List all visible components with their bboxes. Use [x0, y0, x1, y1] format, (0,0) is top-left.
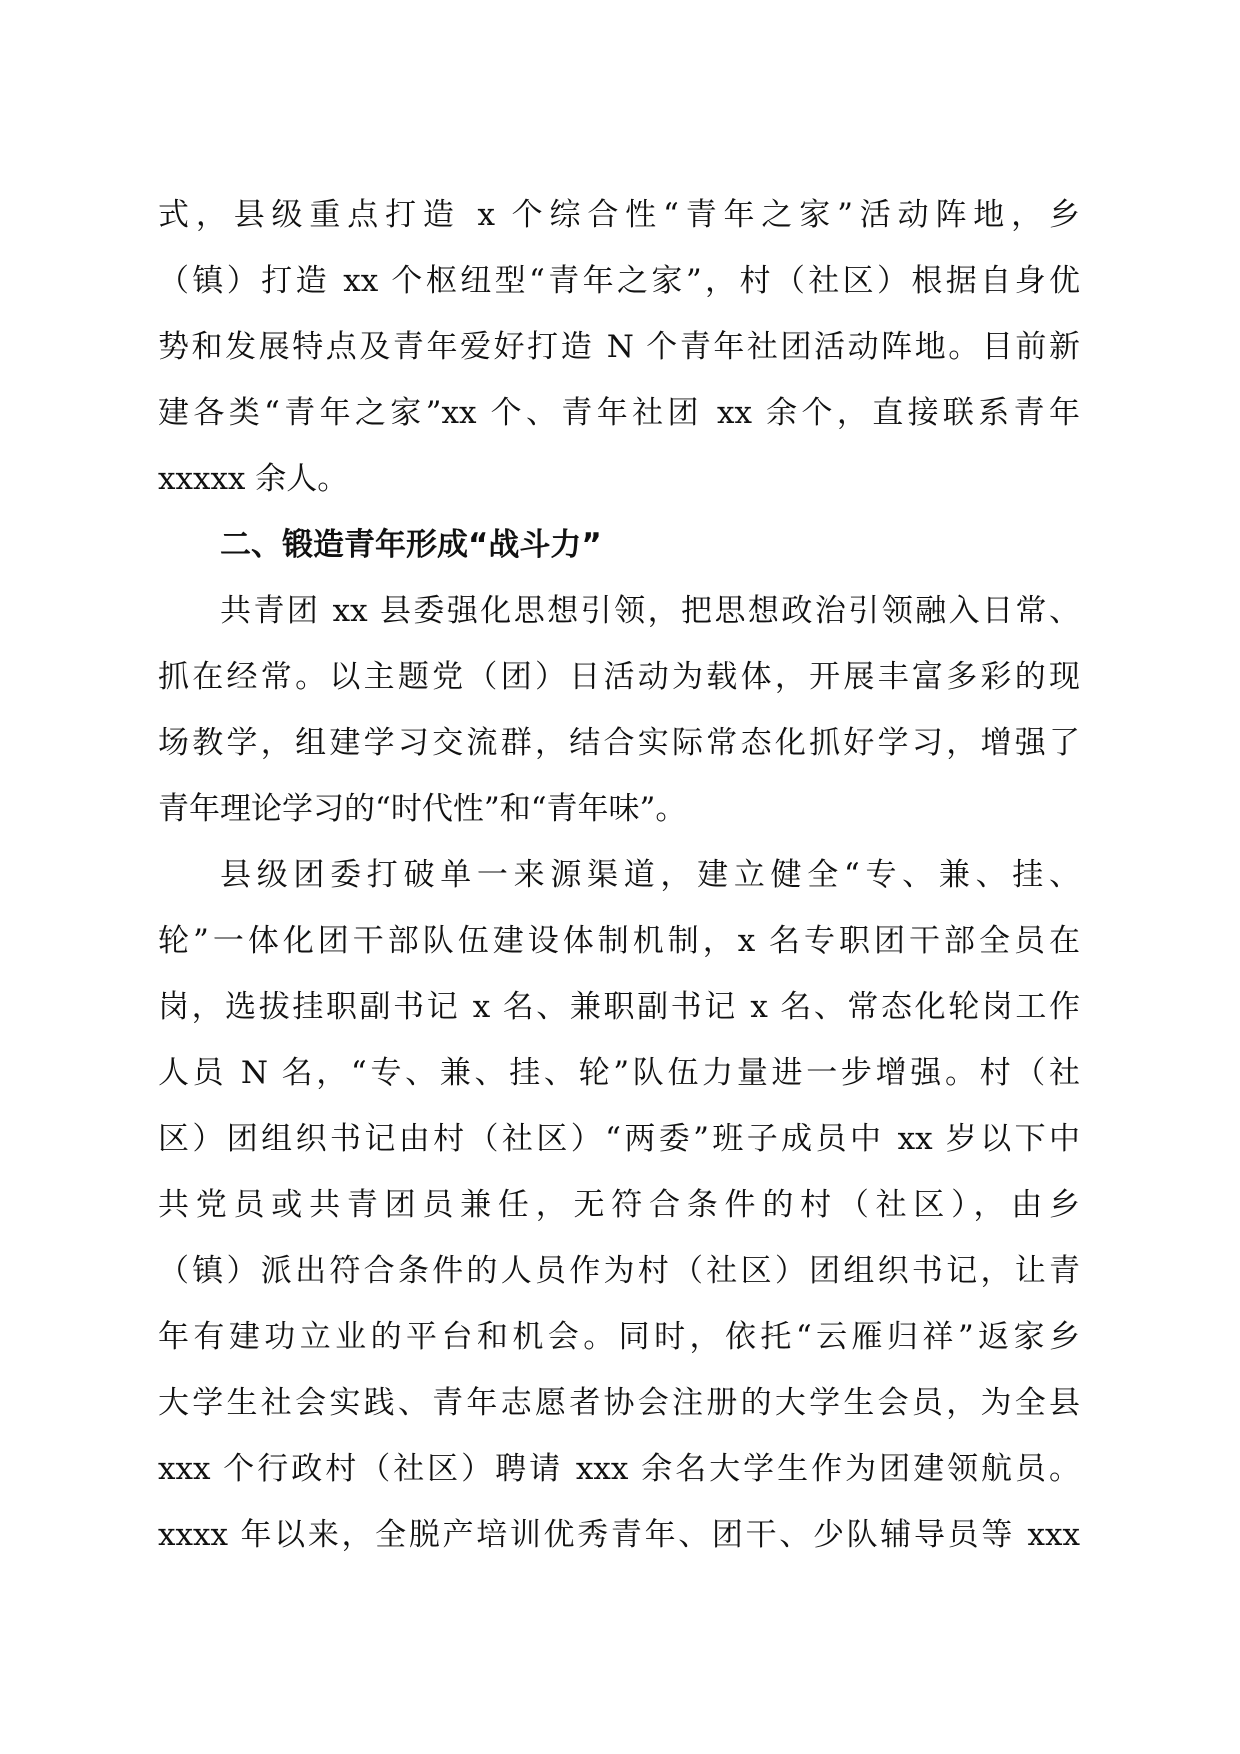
paragraph-line: 场教学，组建学习交流群，结合实际常态化抓好学习，增强了: [158, 725, 1080, 761]
section-heading: 二、锻造青年形成“战斗力”: [220, 527, 602, 563]
paragraph-line: 青年理论学习的“时代性”和“青年味”。: [158, 791, 687, 827]
paragraph-line: 共青团 xx 县委强化思想引领，把思想政治引领融入日常、: [220, 593, 1080, 629]
paragraph-line: 抓在经常。以主题党（团）日活动为载体，开展丰富多彩的现: [158, 659, 1080, 695]
paragraph-line: xxxx 年以来，全脱产培训优秀青年、团干、少队辅导员等 xxx: [158, 1517, 1080, 1553]
paragraph-line: 式，县级重点打造 x 个综合性“青年之家”活动阵地，乡: [158, 197, 1080, 233]
paragraph-line: 区）团组织书记由村（社区）“两委”班子成员中 xx 岁以下中: [158, 1121, 1080, 1157]
paragraph-line: 共党员或共青团员兼任，无符合条件的村（社区），由乡: [158, 1187, 1080, 1223]
paragraph-line: 势和发展特点及青年爱好打造 N 个青年社团活动阵地。目前新: [158, 329, 1080, 365]
document-body: [158, 182, 1080, 1568]
paragraph-line: 年有建功立业的平台和机会。同时，依托“云雁归祥”返家乡: [158, 1319, 1080, 1355]
paragraph-line: 建各类“青年之家”xx 个、青年社团 xx 余个，直接联系青年: [158, 395, 1080, 431]
paragraph-line: 县级团委打破单一来源渠道，建立健全“专、兼、挂、: [220, 857, 1080, 893]
paragraph-line: 人员 N 名，“专、兼、挂、轮”队伍力量进一步增强。村（社: [158, 1055, 1080, 1091]
paragraph-line: xxxxx 余人。: [158, 461, 349, 497]
paragraph-line: 轮”一体化团干部队伍建设体制机制，x 名专职团干部全员在: [158, 923, 1080, 959]
paragraph-line: （镇）派出符合条件的人员作为村（社区）团组织书记，让青: [158, 1253, 1080, 1289]
paragraph-line: 大学生社会实践、青年志愿者协会注册的大学生会员，为全县: [158, 1385, 1080, 1421]
paragraph-line: （镇）打造 xx 个枢纽型“青年之家”，村（社区）根据自身优: [158, 263, 1080, 299]
paragraph-line: 岗，选拔挂职副书记 x 名、兼职副书记 x 名、常态化轮岗工作: [158, 989, 1080, 1025]
paragraph-line: xxx 个行政村（社区）聘请 xxx 余名大学生作为团建领航员。: [158, 1451, 1080, 1487]
